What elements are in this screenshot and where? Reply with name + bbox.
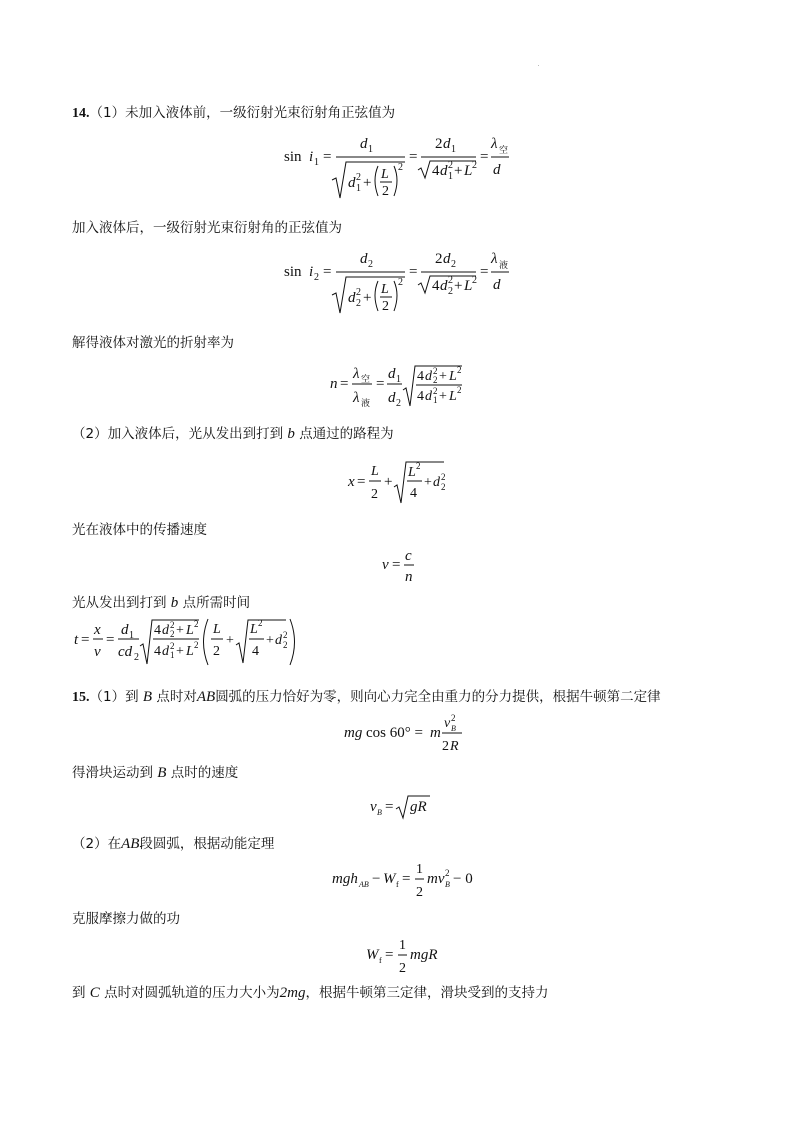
svg-text:2: 2 bbox=[416, 461, 421, 471]
svg-text:+: + bbox=[454, 278, 463, 294]
svg-text:−: − bbox=[372, 871, 381, 887]
svg-text:2: 2 bbox=[368, 259, 373, 270]
svg-text:d: d bbox=[162, 623, 169, 638]
svg-text:4: 4 bbox=[154, 623, 161, 638]
svg-text:cd: cd bbox=[118, 644, 133, 660]
svg-text:B: B bbox=[445, 880, 450, 889]
svg-text:L: L bbox=[381, 167, 389, 182]
sub-ye-2: 液 bbox=[361, 398, 371, 408]
last-C: C bbox=[89, 985, 100, 1001]
svg-text:=: = bbox=[480, 264, 489, 280]
part2-energy-intro bbox=[72, 835, 274, 853]
svg-text:d: d bbox=[162, 644, 169, 659]
svg-text:2: 2 bbox=[134, 652, 139, 663]
svg-text:n: n bbox=[405, 569, 413, 585]
svg-text:d: d bbox=[360, 136, 368, 152]
svg-text:d: d bbox=[388, 366, 396, 382]
svg-text:=: = bbox=[409, 264, 418, 280]
speed-at-B-var: B bbox=[157, 765, 167, 781]
svg-text:f: f bbox=[379, 956, 382, 965]
svg-text:2: 2 bbox=[445, 868, 450, 878]
svg-text:d: d bbox=[433, 475, 440, 490]
svg-text:1: 1 bbox=[170, 650, 175, 660]
time-intro-pre: 光从发出到打到 bbox=[72, 595, 167, 611]
svg-text:sin: sin bbox=[284, 264, 302, 280]
svg-text:4: 4 bbox=[417, 369, 424, 384]
svg-text:L: L bbox=[186, 644, 194, 659]
part2-intro-post: 点通过的路程为 bbox=[299, 426, 394, 442]
svg-text:d: d bbox=[440, 163, 448, 179]
svg-text:1: 1 bbox=[433, 395, 438, 405]
svg-text:L: L bbox=[449, 389, 457, 404]
problem-15-number: 15. bbox=[72, 690, 90, 705]
svg-text:x: x bbox=[348, 474, 355, 490]
svg-text:t: t bbox=[74, 632, 79, 648]
svg-text:2: 2 bbox=[433, 366, 438, 376]
svg-text:2: 2 bbox=[382, 184, 389, 199]
p15-part2-AB: AB bbox=[121, 836, 140, 852]
svg-text:v: v bbox=[444, 716, 451, 731]
sub-ye-1: 液 bbox=[499, 260, 509, 270]
p15-part1-pre: （1）到 bbox=[89, 689, 139, 705]
last-mid: 点时对圆弧轨道的压力大小为 bbox=[104, 985, 280, 1001]
svg-text:4: 4 bbox=[410, 486, 417, 501]
svg-text:+: + bbox=[363, 175, 372, 191]
svg-text:1: 1 bbox=[314, 157, 319, 168]
svg-text:L: L bbox=[464, 163, 473, 179]
svg-text:2: 2 bbox=[457, 385, 462, 395]
svg-text:1: 1 bbox=[356, 183, 361, 194]
speed-intro: 光在液体中的传播速度 bbox=[72, 522, 207, 538]
svg-text:+: + bbox=[384, 474, 393, 490]
equation-refractive-index bbox=[326, 362, 476, 410]
svg-text:B: B bbox=[377, 808, 382, 817]
svg-text:d: d bbox=[440, 278, 448, 294]
last-pre: 到 bbox=[72, 985, 86, 1001]
svg-text:=: = bbox=[340, 376, 349, 392]
equation-time-t bbox=[72, 616, 312, 668]
svg-text:2: 2 bbox=[382, 299, 389, 314]
svg-text:+: + bbox=[176, 623, 184, 638]
svg-text:AB: AB bbox=[359, 880, 369, 889]
svg-text:2: 2 bbox=[448, 286, 453, 297]
svg-text:4: 4 bbox=[432, 278, 440, 294]
speed-at-B-intro bbox=[72, 764, 238, 782]
svg-text:m: m bbox=[430, 725, 441, 741]
svg-text:=: = bbox=[323, 264, 332, 280]
svg-text:n: n bbox=[330, 376, 338, 392]
svg-text:2: 2 bbox=[451, 713, 456, 723]
svg-text:λ: λ bbox=[353, 366, 360, 382]
problem-15-part1 bbox=[72, 688, 661, 707]
svg-text:L: L bbox=[464, 278, 473, 294]
svg-text:v: v bbox=[94, 644, 101, 660]
svg-text:d: d bbox=[443, 136, 451, 152]
svg-text:d: d bbox=[425, 369, 432, 384]
svg-text:L: L bbox=[449, 369, 457, 384]
svg-text:d: d bbox=[425, 389, 432, 404]
svg-text:2: 2 bbox=[457, 365, 462, 375]
svg-text:W: W bbox=[366, 947, 379, 963]
p15-part2-pre: （2）在 bbox=[72, 836, 122, 852]
svg-text:+: + bbox=[266, 633, 274, 648]
svg-text:B: B bbox=[451, 724, 456, 733]
svg-text:2: 2 bbox=[441, 472, 446, 482]
svg-text:f: f bbox=[396, 880, 399, 889]
svg-text:2: 2 bbox=[435, 251, 443, 267]
p15-part1-B: B bbox=[142, 689, 153, 705]
svg-text:i: i bbox=[309, 149, 314, 165]
svg-text:1: 1 bbox=[399, 938, 406, 953]
svg-text:d: d bbox=[493, 277, 501, 293]
svg-text:− 0: − 0 bbox=[453, 871, 473, 887]
svg-text:L: L bbox=[186, 623, 194, 638]
svg-text:d: d bbox=[388, 390, 396, 406]
svg-text:L: L bbox=[408, 465, 416, 480]
p15-part1-AB: AB bbox=[196, 689, 216, 705]
equation-sin-i1 bbox=[280, 128, 520, 204]
svg-text:W: W bbox=[383, 871, 396, 887]
svg-text:2: 2 bbox=[399, 961, 406, 976]
svg-text:2: 2 bbox=[398, 162, 403, 173]
svg-text:λ: λ bbox=[491, 251, 498, 267]
svg-text:d: d bbox=[443, 251, 451, 267]
svg-text:2: 2 bbox=[472, 160, 477, 171]
svg-text:mgR: mgR bbox=[410, 947, 438, 963]
svg-text:2: 2 bbox=[194, 619, 199, 629]
problem-14-part1-after: 加入液体后，一级衍射光束衍射角的正弦值为 bbox=[72, 220, 342, 236]
svg-text:2: 2 bbox=[356, 172, 361, 183]
svg-text:=: = bbox=[385, 799, 394, 815]
svg-text:=: = bbox=[323, 149, 332, 165]
svg-text:d: d bbox=[275, 633, 282, 648]
svg-text:x: x bbox=[94, 622, 101, 638]
svg-text:d: d bbox=[121, 622, 129, 638]
svg-text:=: = bbox=[81, 632, 90, 648]
last-post: ，根据牛顿第三定律，滑块受到的支持力 bbox=[305, 985, 549, 1001]
svg-text:2: 2 bbox=[396, 398, 401, 409]
svg-text:2: 2 bbox=[356, 287, 361, 298]
svg-text:2: 2 bbox=[398, 277, 403, 288]
svg-text:2: 2 bbox=[170, 629, 175, 639]
equation-sin-i2 bbox=[280, 243, 520, 319]
sub-kong-2: 空 bbox=[361, 374, 371, 384]
svg-text:+: + bbox=[424, 475, 432, 490]
svg-text:2: 2 bbox=[314, 272, 319, 283]
svg-text:v: v bbox=[370, 799, 377, 815]
svg-text:=: = bbox=[392, 557, 401, 573]
svg-text:=: = bbox=[480, 149, 489, 165]
sub-kong-1: 空 bbox=[499, 145, 509, 155]
svg-text:2: 2 bbox=[283, 640, 288, 650]
svg-text:cos 60° =: cos 60° = bbox=[366, 725, 423, 741]
svg-text:i: i bbox=[309, 264, 314, 280]
refraction-intro: 解得液体对激光的折射率为 bbox=[72, 335, 234, 351]
svg-text:2: 2 bbox=[433, 386, 438, 396]
svg-text:2: 2 bbox=[441, 482, 446, 492]
svg-text:2: 2 bbox=[371, 487, 378, 502]
svg-text:v: v bbox=[382, 557, 389, 573]
svg-text:d: d bbox=[348, 175, 356, 191]
svg-text:2: 2 bbox=[433, 375, 438, 385]
svg-text:mg: mg bbox=[344, 725, 363, 741]
svg-text:L: L bbox=[381, 282, 389, 297]
svg-text:sin: sin bbox=[284, 149, 302, 165]
equation-speed-vB bbox=[366, 792, 436, 822]
part2-intro-pre: （2）加入液体后，光从发出到打到 bbox=[72, 426, 284, 442]
svg-text:+: + bbox=[176, 644, 184, 659]
svg-text:2: 2 bbox=[283, 630, 288, 640]
svg-text:=: = bbox=[106, 632, 115, 648]
svg-text:d: d bbox=[360, 251, 368, 267]
svg-text:+: + bbox=[226, 633, 234, 648]
svg-text:=: = bbox=[402, 871, 411, 887]
time-intro bbox=[72, 594, 250, 612]
svg-text:mv: mv bbox=[427, 871, 445, 887]
svg-text:2: 2 bbox=[472, 275, 477, 286]
svg-text:+: + bbox=[363, 290, 372, 306]
svg-text:L: L bbox=[250, 622, 258, 637]
svg-text:=: = bbox=[385, 947, 394, 963]
equation-path-x bbox=[344, 459, 454, 505]
svg-text:c: c bbox=[405, 548, 412, 564]
svg-text:=: = bbox=[376, 376, 385, 392]
svg-text:d: d bbox=[493, 162, 501, 178]
p15-part1-mid: 点时对 bbox=[156, 689, 197, 705]
part2-path-intro bbox=[72, 425, 394, 443]
svg-text:+: + bbox=[439, 389, 447, 404]
problem-14-number: 14. bbox=[72, 106, 90, 121]
equation-friction-work bbox=[362, 934, 452, 978]
svg-text:4: 4 bbox=[417, 389, 424, 404]
svg-text:1: 1 bbox=[416, 862, 423, 877]
svg-text:2: 2 bbox=[451, 259, 456, 270]
svg-text:2: 2 bbox=[258, 618, 263, 628]
equation-work-energy bbox=[328, 858, 478, 902]
svg-text:2: 2 bbox=[416, 885, 423, 900]
svg-text:2: 2 bbox=[170, 620, 175, 630]
svg-text:2: 2 bbox=[194, 640, 199, 650]
time-intro-var: b bbox=[170, 595, 179, 611]
equation-newton-second-law bbox=[340, 712, 480, 756]
svg-text:4: 4 bbox=[154, 644, 161, 659]
problem-14-part1-intro bbox=[72, 104, 395, 123]
svg-text:2: 2 bbox=[442, 739, 449, 754]
time-intro-post: 点所需时间 bbox=[182, 595, 251, 611]
normal-force-intro bbox=[72, 984, 548, 1002]
svg-text:2: 2 bbox=[448, 275, 453, 286]
equation-speed-v bbox=[378, 548, 428, 586]
svg-text:1: 1 bbox=[451, 144, 456, 155]
svg-text:+: + bbox=[439, 369, 447, 384]
p15-part2-post: 段圆弧，根据动能定理 bbox=[139, 836, 275, 852]
p15-part1-post: 圆弧的压力恰好为零，则向心力完全由重力的分力提供，根据牛顿第二定律 bbox=[215, 689, 661, 705]
svg-text:λ: λ bbox=[353, 390, 360, 406]
svg-text:2: 2 bbox=[448, 160, 453, 171]
friction-work-intro: 克服摩擦力做的功 bbox=[72, 911, 180, 927]
svg-text:1: 1 bbox=[368, 144, 373, 155]
problem-14-part1-text: （1）未加入液体前，一级衍射光束衍射角正弦值为 bbox=[89, 105, 396, 121]
part2-intro-var: b bbox=[287, 426, 295, 442]
svg-text:=: = bbox=[409, 149, 418, 165]
last-force: 2mg bbox=[279, 985, 306, 1001]
svg-text:R: R bbox=[450, 739, 459, 754]
scan-dot bbox=[538, 65, 539, 66]
svg-text:1: 1 bbox=[396, 374, 401, 385]
svg-text:4: 4 bbox=[252, 644, 259, 659]
svg-text:2: 2 bbox=[356, 298, 361, 309]
svg-text:d: d bbox=[348, 290, 356, 306]
svg-text:gR: gR bbox=[410, 799, 427, 815]
svg-text:+: + bbox=[454, 163, 463, 179]
svg-text:1: 1 bbox=[129, 630, 134, 641]
svg-text:2: 2 bbox=[435, 136, 443, 152]
svg-text:=: = bbox=[357, 474, 366, 490]
svg-text:L: L bbox=[213, 622, 221, 637]
svg-text:1: 1 bbox=[448, 171, 453, 182]
svg-text:L: L bbox=[371, 464, 379, 479]
svg-text:mgh: mgh bbox=[332, 871, 358, 887]
svg-text:2: 2 bbox=[170, 641, 175, 651]
svg-text:λ: λ bbox=[491, 136, 498, 152]
speed-at-B-pre: 得滑块运动到 bbox=[72, 765, 153, 781]
speed-at-B-post: 点时的速度 bbox=[170, 765, 239, 781]
svg-text:4: 4 bbox=[432, 163, 440, 179]
svg-text:2: 2 bbox=[213, 644, 220, 659]
